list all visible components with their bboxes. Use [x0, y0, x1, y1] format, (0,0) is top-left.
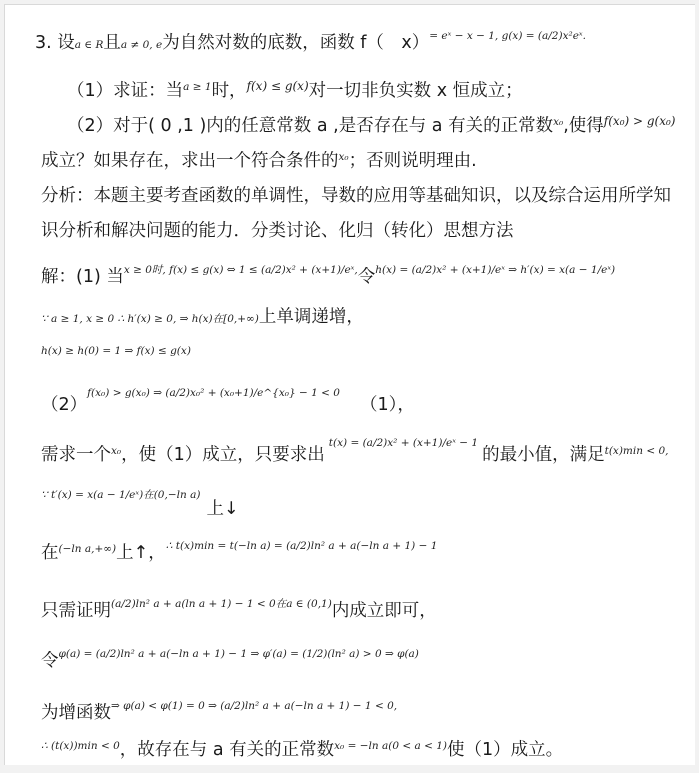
math-inequality: f(x₀) > g(x₀) [603, 114, 676, 128]
text: 上单调递增， [258, 307, 364, 327]
text: 需求一个 [41, 445, 111, 465]
math-formula: ⇒ φ(a) < φ(1) = 0 ⇒ (a/2)ln² a + a(−ln a + 1) − 1 < 0, [111, 700, 398, 712]
problem-number-text: 3. 设 [35, 33, 75, 53]
text: 令 [357, 267, 376, 287]
final-conclusion-line [41, 736, 563, 761]
text: 只需证明 [41, 601, 111, 621]
text: 使（1）成立。 [447, 740, 564, 760]
text: 在 [41, 543, 59, 563]
solution-part2-line [41, 387, 415, 416]
text: 令 [41, 651, 59, 671]
solution-increasing-line [41, 539, 437, 564]
text: 上↑， [116, 543, 166, 563]
function-definition-formula: = eˣ − x − 1, g(x) = (a/2)x²eˣ. [429, 30, 586, 42]
text: （1）求证：当 [67, 81, 184, 101]
analysis-line [41, 182, 671, 207]
math-condition: a ≥ 1 [183, 81, 212, 93]
math-formula: x₀ = −ln a(0 < a < 1) [334, 740, 448, 752]
solution-conclusion-line [41, 339, 191, 358]
math-interval: (−ln a,+∞) [58, 543, 117, 555]
math-symbol: x₀ [338, 151, 349, 163]
math-formula: ∴ (t(x))min < 0 [41, 740, 120, 752]
solution-increasing-function-line [41, 699, 397, 724]
text: 为自然对数的底数，函数 f（ x） [162, 33, 430, 53]
text: （2）对于( 0 ,1 )内的任意常数 a ,是否存在与 a 有关的正常数 [67, 116, 554, 136]
text: 上↓ [206, 499, 239, 519]
solution-part1-line [41, 263, 615, 288]
text: 内成立即可， [331, 601, 437, 621]
math-formula: t(x) = (a/2)x² + (x+1)/eˣ − 1 [328, 437, 479, 449]
document-page [4, 4, 695, 765]
solution-label: 解：(1) 当 [41, 267, 124, 287]
text: 时， [211, 81, 247, 101]
math-symbol: x₀ [553, 116, 564, 128]
math-formula: ∵ a ≥ 1, x ≥ 0 ∴ h′(x) ≥ 0, ⇒ h(x)在[0,+∞) [41, 313, 259, 325]
text: ，故存在与 a 有关的正常数 [119, 740, 335, 760]
math-inequality: f(x) ≤ g(x) [246, 79, 309, 93]
math-formula: h(x) = (a/2)x² + (x+1)/eˣ ⇒ h′(x) = x(a − 1/eˣ) [375, 264, 616, 276]
part2-question-continued-line [41, 147, 477, 172]
part1-question-line [67, 77, 523, 102]
text: ,使得 [563, 116, 604, 136]
math-formula: φ(a) = (a/2)ln² a + a(−ln a + 1) − 1 ⇒ φ′(a) = (1/2)(ln² a) > 0 ⇒ φ(a) [58, 648, 419, 660]
solution-monotonic-line [41, 303, 364, 328]
math-symbol: x₀ [111, 445, 122, 457]
analysis-continued-line [41, 217, 514, 242]
math-condition: a ≠ 0, e [120, 39, 163, 51]
solution-phi-line [41, 647, 419, 672]
math-formula: f(x₀) > g(x₀) ⇒ (a/2)x₀² + (x₀+1)/e^{x₀} − 1 < 0 [87, 387, 340, 399]
text: 对一切非负实数 x 恒成立； [308, 81, 523, 101]
math-formula: h(x) ≥ h(0) = 1 ⇒ f(x) ≤ g(x) [41, 345, 191, 357]
math-condition: a ∈ R [74, 39, 104, 51]
text: 为增函数 [41, 703, 111, 723]
text: 的最小值，满足 [482, 445, 605, 465]
math-formula: x ≥ 0时, f(x) ≤ g(x) ⇔ 1 ≤ (a/2)x² + (x+1)/eˣ, [123, 264, 358, 276]
text: （1）， [359, 395, 415, 415]
text: （2） [41, 395, 88, 415]
text: ，使（1）成立，只要求出 [121, 445, 325, 465]
math-formula: ∴ t(x)min = t(−ln a) = (a/2)ln² a + a(−ln a + 1) − 1 [165, 540, 438, 552]
problem-statement-line [35, 29, 586, 54]
text: 且 [103, 33, 121, 53]
analysis-text: 识分析和解决问题的能力．分类讨论、化归（转化）思想方法 [41, 221, 514, 241]
text: 成立？如果存在，求出一个符合条件的 [41, 151, 339, 171]
math-formula: ∵ t′(x) = x(a − 1/eˣ)在(0,−ln a) [41, 489, 201, 501]
part2-question-line [67, 112, 676, 137]
math-formula: (a/2)ln² a + a(ln a + 1) − 1 < 0在a ∈ (0,1) [111, 598, 332, 610]
solution-derivative-line [41, 485, 239, 519]
solution-min-value-line [41, 437, 669, 466]
math-inequality: t(x)min < 0, [604, 445, 669, 457]
analysis-text: 分析：本题主要考查函数的单调性，导数的应用等基础知识，以及综合运用所学知 [41, 186, 671, 206]
text: ；否则说明理由. [348, 151, 477, 171]
solution-prove-line [41, 597, 437, 622]
